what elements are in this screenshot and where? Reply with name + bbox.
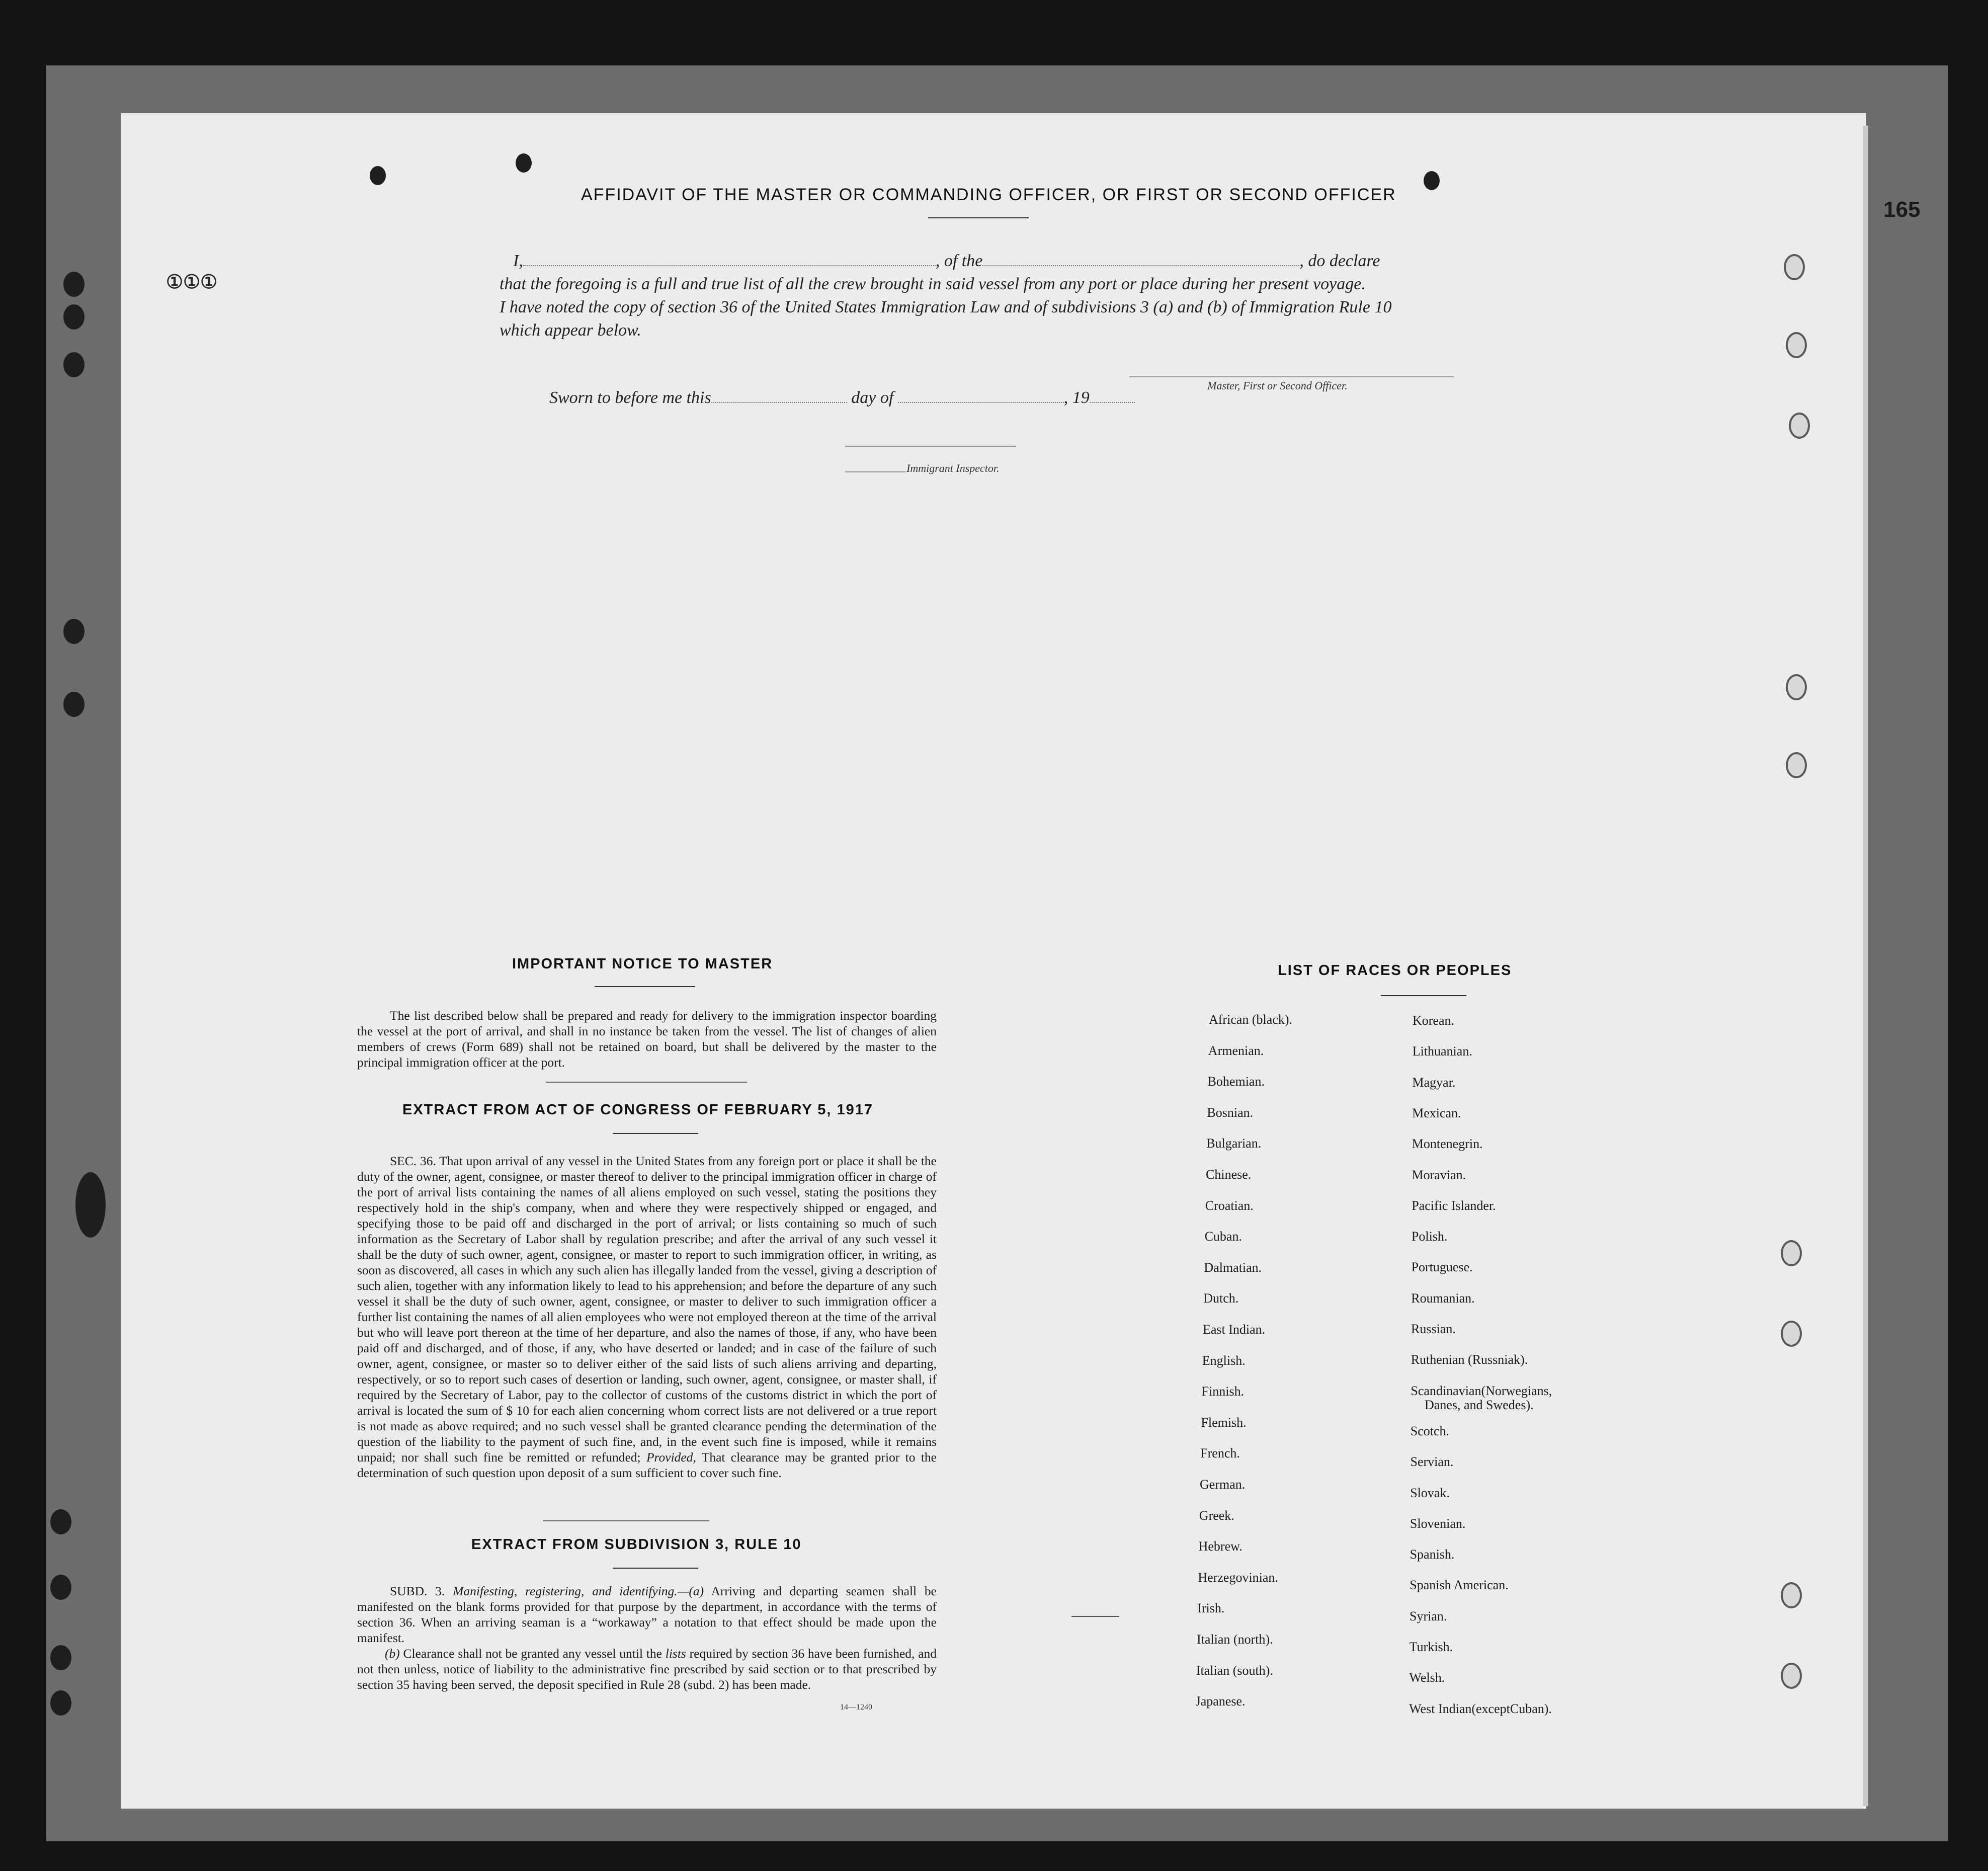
master-caption: Master, First or Second Officer. <box>1207 379 1348 392</box>
binder-hole <box>50 1509 71 1534</box>
race-item: Bulgarian. <box>1206 1136 1262 1151</box>
race-item: Spanish. <box>1410 1547 1455 1562</box>
binder-hole <box>1781 1663 1802 1689</box>
race-item: Moravian. <box>1412 1167 1466 1182</box>
notice-text: The list described below shall be prepared and ready for delivery to the immigration inspector boarding the vessel at the port of arrival, and shall in no instance be taken from the vessel. The list of changes of alien members of crews (Form 689) shall not be retained on board, but shall be delivered by the master to the principal immigration officer at the port. <box>357 1008 937 1070</box>
race-item: English. <box>1202 1353 1246 1368</box>
title-divider <box>928 217 1029 218</box>
rule-title: EXTRACT FROM SUBDIVISION 3, RULE 10 <box>471 1536 802 1553</box>
master-signature-line <box>1129 376 1454 377</box>
race-item: German. <box>1200 1477 1246 1492</box>
race-item: Roumanian. <box>1411 1290 1475 1306</box>
race-item: Chinese. <box>1206 1167 1252 1182</box>
inspector-lead-line <box>845 471 905 472</box>
race-item: Cuban. <box>1204 1229 1242 1244</box>
race-item: Bohemian. <box>1207 1074 1265 1089</box>
race-item: Dalmatian. <box>1204 1260 1262 1275</box>
race-item: Slovak. <box>1410 1485 1450 1500</box>
binder-hole <box>1786 332 1807 358</box>
affidavit-line-3: I have noted the copy of section 36 of the United States Immigration Law and of subdivisions 3 (a) and (b) of Immigration Rule 10 <box>500 298 1392 316</box>
affidavit-title: AFFIDAVIT OF THE MASTER OR COMMANDING OFFICER, OR FIRST OR SECOND OFFICER <box>581 185 1396 204</box>
race-item: Welsh. <box>1409 1670 1445 1685</box>
race-item: Japanese. <box>1195 1694 1246 1709</box>
affidavit-line-1: I, , of the , do declare <box>513 252 1380 270</box>
binder-hole <box>1781 1321 1802 1347</box>
race-item: Danes, and Swedes). <box>1425 1397 1534 1412</box>
act-title: EXTRACT FROM ACT OF CONGRESS OF FEBRUARY 5, 1917 <box>402 1102 874 1118</box>
binder-hole <box>50 1575 71 1600</box>
race-item: West Indian(exceptCuban). <box>1409 1701 1552 1716</box>
binder-hole <box>1786 752 1807 778</box>
race-item: Finnish. <box>1201 1384 1245 1399</box>
race-item: Slovenian. <box>1410 1516 1466 1531</box>
binder-hole <box>1424 171 1440 190</box>
binder-hole <box>63 304 85 330</box>
binder-hole <box>1786 674 1807 700</box>
race-item: Turkish. <box>1409 1640 1453 1654</box>
binder-hole <box>1789 413 1810 439</box>
rule-para-a: SUBD. 3. Manifesting, registering, and identifying.—(a) Arriving and departing seamen shall be manifested on the blank forms provided for that purpose by the department, in accordance with the terms of section 36. When an arriving seaman is a “workaway” a notation to that effect should be made upon the manifest. <box>357 1584 937 1645</box>
race-item: Pacific Islander. <box>1412 1198 1496 1213</box>
rule-divider <box>613 1568 698 1569</box>
binder-hole <box>75 1172 106 1238</box>
binder-hole <box>1781 1582 1802 1608</box>
race-item: East Indian. <box>1203 1322 1266 1337</box>
page-number: 165 <box>1883 197 1921 222</box>
binder-hole <box>370 166 386 185</box>
binder-hole <box>50 1645 71 1670</box>
binder-hole <box>63 272 85 297</box>
race-item: Scotch. <box>1410 1423 1450 1438</box>
race-item: Italian (south). <box>1196 1663 1273 1678</box>
affidavit-line-2: that the foregoing is a full and true list of all the crew brought in said vessel from any port or place during her present voyage. <box>500 275 1366 293</box>
race-item: Lithuanian. <box>1412 1044 1472 1059</box>
rule-para-b: (b) Clearance shall not be granted any vessel until the lists required by section 36 have been furnished, and not then unless, notice of liability to the administrative fine prescribed by said section or to that prescribed by section 35 having been served, the deposit specified in Rule 28 (subd. 2) has been made. <box>357 1646 937 1692</box>
races-divider <box>1381 995 1466 996</box>
binder-hole <box>63 692 85 717</box>
race-item: Scandinavian(Norwegians, <box>1411 1383 1552 1398</box>
section-divider <box>543 1520 709 1521</box>
race-item: Armenian. <box>1208 1043 1264 1058</box>
form-number: 14—1240 <box>840 1703 872 1712</box>
binder-hole <box>63 619 85 644</box>
section-divider <box>546 1082 747 1083</box>
race-item: African (black). <box>1209 1012 1293 1027</box>
sworn-line: Sworn to before me this day of , 19 <box>549 388 1135 408</box>
race-item: Portuguese. <box>1411 1260 1473 1275</box>
notice-title: IMPORTANT NOTICE TO MASTER <box>512 956 773 972</box>
binder-hole <box>1781 1240 1802 1266</box>
act-section-36-text: SEC. 36. That upon arrival of any vessel in the United States from any foreign port or place it shall be the duty of the owner, agent, consignee, or master thereof to deliver to the principal immigration officer in charge of the port of arrival lists containing the names of all aliens employed on such vessel, stating the positions they respectively hold in the ship's company, when and where they were respectively shipped or engaged, and specifying those to be paid off and discharged in the port of arrival; or lists containing so much of such information as the Secretary of Labor shall by regulation prescribe; and after the arrival of any such vessel it shall be the duty of such owner, agent, consignee, or master to report to such immigration officer, in writing, as soon as discovered, all cases in which any such alien has illegally landed from the vessel, giving a description of such alien, together with any information likely to lead to his apprehension; and before the departure of any such vessel it shall be the duty of such owner, agent, consignee, or master to deliver to such immigration officer a further list containing the names of all alien employees who were not employed thereon at the time of the arrival but who will leave port thereon at the time of her departure, and also the names of those, if any, who have been paid off and discharged, and of those, if any, who have deserted or landed; and in case of the failure of such owner, agent, consignee, or master so to deliver either of the said lists of such aliens arriving and departing, respectively, or so to report such cases of desertion or landing, such owner, agent, consignee, or master shall, if required by the Secretary of Labor, pay to the collector of customs of the customs district in which the port of arrival is located the sum of $ 10 for each alien concerning whom correct lists are not delivered or a true report is not made as above required; and no such vessel shall be granted clearance pending the determination of the question of the liability to the payment of such fine, and, in the event such fine is imposed, while it remains unpaid; nor shall such fine be remitted or refunded; Provided, That clearance may be granted prior to the determination of such question upon deposit of a sum sufficient to cover such fine. <box>357 1154 937 1480</box>
race-item: Flemish. <box>1201 1415 1247 1430</box>
race-item: Bosnian. <box>1207 1105 1254 1120</box>
race-item: Herzegovinian. <box>1198 1570 1278 1585</box>
notice-divider <box>595 986 695 987</box>
inspector-signature-line <box>845 446 1016 447</box>
race-item: Korean. <box>1413 1013 1455 1028</box>
race-item: Servian. <box>1410 1454 1454 1470</box>
race-item: Italian (north). <box>1197 1632 1273 1647</box>
binder-hole <box>516 153 532 173</box>
race-item: Hebrew. <box>1198 1539 1242 1554</box>
page-edge <box>1863 126 1868 1806</box>
race-item: Montenegrin. <box>1412 1136 1483 1152</box>
binder-hole <box>63 352 85 377</box>
race-item: Greek. <box>1199 1508 1234 1523</box>
race-item: Dutch. <box>1203 1291 1239 1306</box>
race-item: Russian. <box>1411 1322 1456 1336</box>
races-title: LIST OF RACES OR PEOPLES <box>1278 962 1512 979</box>
race-item: Ruthenian (Russniak). <box>1411 1352 1528 1367</box>
inspector-caption: Immigrant Inspector. <box>906 462 1000 474</box>
race-item: Polish. <box>1411 1229 1448 1244</box>
race-item: Croatian. <box>1205 1198 1254 1213</box>
act-divider <box>613 1133 698 1134</box>
race-item: Irish. <box>1197 1601 1225 1616</box>
race-item: Spanish American. <box>1410 1578 1509 1593</box>
stray-mark <box>1071 1616 1119 1617</box>
race-item: Mexican. <box>1412 1105 1461 1120</box>
race-item: Magyar. <box>1412 1075 1456 1090</box>
form-page <box>121 113 1866 1809</box>
race-item: French. <box>1200 1446 1240 1461</box>
race-item: Syrian. <box>1410 1608 1447 1623</box>
affidavit-line-4: which appear below. <box>500 321 641 340</box>
binder-hole <box>50 1690 71 1716</box>
margin-stamp: ①①① <box>166 272 218 293</box>
binder-hole <box>1784 254 1805 280</box>
